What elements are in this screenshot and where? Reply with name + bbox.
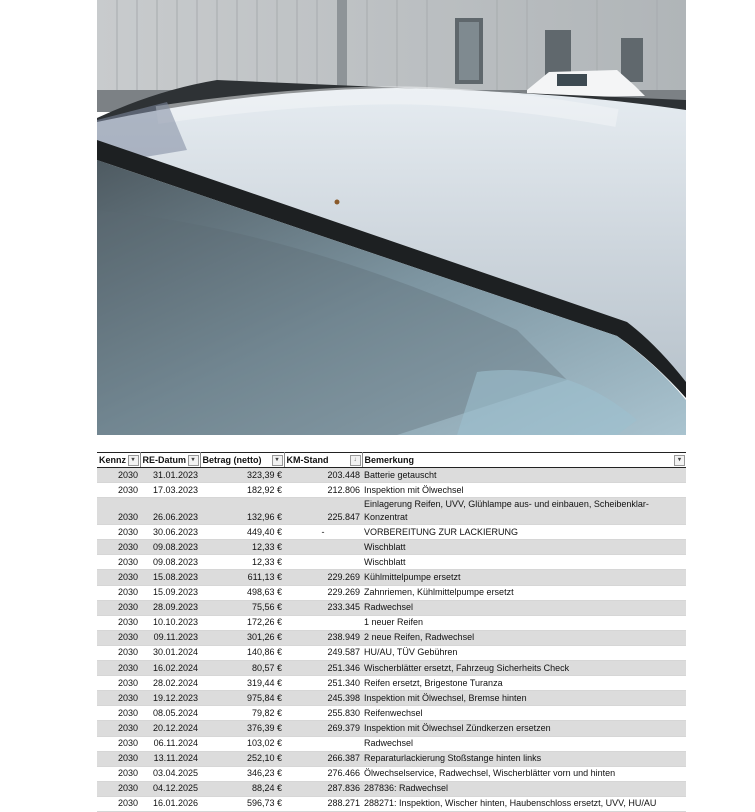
cell-km-stand[interactable]: 245.398 xyxy=(284,691,362,706)
table-row xyxy=(97,630,686,645)
cell-re-datum[interactable]: 20.12.2024 xyxy=(140,721,200,736)
cell-re-datum[interactable]: 04.12.2025 xyxy=(140,781,200,796)
cell-re-datum[interactable]: 28.09.2023 xyxy=(140,600,200,615)
cell-kennzeichen[interactable]: 2030 xyxy=(97,691,140,706)
cell-kennzeichen[interactable]: 2030 xyxy=(97,736,140,751)
cell-betrag[interactable]: 182,92 € xyxy=(200,483,284,498)
table-row xyxy=(97,540,686,555)
table-row xyxy=(97,483,686,498)
cell-km-stand[interactable]: 276.466 xyxy=(284,766,362,781)
cell-re-datum[interactable]: 15.08.2023 xyxy=(140,570,200,585)
cell-kennzeichen[interactable]: 2030 xyxy=(97,585,140,600)
cell-re-datum[interactable]: 09.08.2023 xyxy=(140,555,200,570)
car-roof-photo xyxy=(97,0,686,435)
cell-betrag[interactable]: 140,86 € xyxy=(200,645,284,660)
cell-kennzeichen[interactable]: 2030 xyxy=(97,751,140,766)
cell-kennzeichen[interactable]: 2030 xyxy=(97,721,140,736)
table-row xyxy=(97,781,686,796)
cell-kennzeichen[interactable]: 2030 xyxy=(97,661,140,676)
cell-bemerkung[interactable]: Wischblatt xyxy=(362,540,686,555)
cell-bemerkung[interactable]: 287836: Radwechsel xyxy=(362,781,686,796)
cell-betrag[interactable]: 75,56 € xyxy=(200,600,284,615)
cell-re-datum[interactable]: 28.02.2024 xyxy=(140,676,200,691)
cell-kennzeichen[interactable]: 2030 xyxy=(97,555,140,570)
cell-kennzeichen[interactable]: 2030 xyxy=(97,676,140,691)
cell-bemerkung[interactable]: Kühlmittelpumpe ersetzt xyxy=(362,570,686,585)
table-row xyxy=(97,706,686,721)
cell-km-stand[interactable]: 251.346 xyxy=(284,661,362,676)
cell-bemerkung[interactable]: VORBEREITUNG ZUR LACKIERUNG xyxy=(362,525,686,540)
cell-kennzeichen[interactable]: 2030 xyxy=(97,570,140,585)
cell-km-stand[interactable]: 269.379 xyxy=(284,721,362,736)
cell-bemerkung[interactable]: Inspektion mit Ölwechsel Zündkerzen ersetzen xyxy=(362,721,686,736)
table-row xyxy=(97,661,686,676)
header-re-datum: RE-Datum ▾ xyxy=(140,453,200,468)
cell-kennzeichen[interactable]: 2030 xyxy=(97,540,140,555)
cell-kennzeichen[interactable]: 2030 xyxy=(97,796,140,811)
table-header-row xyxy=(97,453,686,468)
cell-betrag[interactable]: 88,24 € xyxy=(200,781,284,796)
cell-km-stand[interactable]: 203.448 xyxy=(284,468,362,483)
cell-km-stand[interactable] xyxy=(284,736,362,751)
cell-re-datum[interactable]: 06.11.2024 xyxy=(140,736,200,751)
table-row xyxy=(97,525,686,540)
cell-re-datum[interactable]: 16.01.2026 xyxy=(140,796,200,811)
table-row xyxy=(97,468,686,483)
cell-re-datum[interactable]: 17.03.2023 xyxy=(140,483,200,498)
cell-bemerkung[interactable]: 1 neuer Reifen xyxy=(362,615,686,630)
cell-km-stand[interactable]: 255.830 xyxy=(284,706,362,721)
cell-betrag[interactable]: 449,40 € xyxy=(200,525,284,540)
cell-re-datum[interactable]: 19.12.2023 xyxy=(140,691,200,706)
cell-betrag[interactable]: 376,39 € xyxy=(200,721,284,736)
cell-km-stand[interactable]: 266.387 xyxy=(284,751,362,766)
header-betrag: Betrag (netto) ▾ xyxy=(200,453,284,468)
table-row xyxy=(97,570,686,585)
header-kennzeichen: Kennz ▾ xyxy=(97,453,140,468)
cell-km-stand[interactable] xyxy=(284,615,362,630)
cell-kennzeichen[interactable]: 2030 xyxy=(97,630,140,645)
cell-re-datum[interactable]: 08.05.2024 xyxy=(140,706,200,721)
cell-betrag[interactable]: 498,63 € xyxy=(200,585,284,600)
cell-km-stand[interactable]: 287.836 xyxy=(284,781,362,796)
cell-bemerkung[interactable]: Reifenwechsel xyxy=(362,706,686,721)
cell-bemerkung[interactable]: Batterie getauscht xyxy=(362,468,686,483)
cell-kennzeichen[interactable]: 2030 xyxy=(97,781,140,796)
cell-kennzeichen[interactable]: 2030 xyxy=(97,706,140,721)
cell-km-stand[interactable]: 251.340 xyxy=(284,676,362,691)
cell-km-stand[interactable]: 225.847 xyxy=(284,498,362,525)
cell-betrag[interactable]: 323,39 € xyxy=(200,468,284,483)
cell-re-datum[interactable]: 10.10.2023 xyxy=(140,615,200,630)
cell-re-datum[interactable]: 09.11.2023 xyxy=(140,630,200,645)
table-row xyxy=(97,645,686,660)
header-km-stand: KM-Stand ↓ xyxy=(284,453,362,468)
cell-bemerkung[interactable]: Reparaturlackierung Stoßstange hinten links xyxy=(362,751,686,766)
table-row xyxy=(97,676,686,691)
cell-kennzeichen[interactable]: 2030 xyxy=(97,600,140,615)
cell-re-datum[interactable]: 26.06.2023 xyxy=(140,498,200,525)
cell-kennzeichen[interactable]: 2030 xyxy=(97,525,140,540)
cell-re-datum[interactable]: 03.04.2025 xyxy=(140,766,200,781)
cell-bemerkung[interactable]: Inspektion mit Ölwechsel, Bremse hinten xyxy=(362,691,686,706)
cell-bemerkung[interactable]: Einlagerung Reifen, UVV, Glühlampe aus- und einbauen, Scheibenklar-Konzentrat xyxy=(362,498,686,525)
cell-kennzeichen[interactable]: 2030 xyxy=(97,615,140,630)
cell-kennzeichen[interactable]: 2030 xyxy=(97,766,140,781)
dropdown-arrow-icon[interactable]: ▾ xyxy=(272,455,283,466)
cell-re-datum[interactable]: 09.08.2023 xyxy=(140,540,200,555)
cell-re-datum[interactable]: 13.11.2024 xyxy=(140,751,200,766)
cell-bemerkung[interactable]: HU/AU, TÜV Gebühren xyxy=(362,645,686,660)
cell-betrag[interactable]: 975,84 € xyxy=(200,691,284,706)
table-row xyxy=(97,721,686,736)
cell-betrag[interactable]: 252,10 € xyxy=(200,751,284,766)
cell-bemerkung[interactable]: 2 neue Reifen, Radwechsel xyxy=(362,630,686,645)
filter-dropdown-icon[interactable]: ▾ xyxy=(128,455,139,466)
cell-bemerkung[interactable]: Inspektion mit Ölwechsel xyxy=(362,483,686,498)
sort-dropdown-icon[interactable]: ↓ xyxy=(350,455,361,466)
car-roof-photo-image xyxy=(97,0,686,435)
cell-kennzeichen[interactable]: 2030 xyxy=(97,483,140,498)
table-row xyxy=(97,691,686,706)
cell-km-stand[interactable]: 288.271 xyxy=(284,796,362,811)
cell-bemerkung[interactable]: Reifen ersetzt, Brigestone Turanza xyxy=(362,676,686,691)
cell-betrag[interactable]: 12,33 € xyxy=(200,555,284,570)
cell-re-datum[interactable]: 15.09.2023 xyxy=(140,585,200,600)
cell-bemerkung[interactable]: Ölwechselservice, Radwechsel, Wischerblätter vorn und hinten xyxy=(362,766,686,781)
cell-betrag[interactable]: 12,33 € xyxy=(200,540,284,555)
service-history-table xyxy=(97,452,686,812)
cell-km-stand[interactable]: 212.806 xyxy=(284,483,362,498)
cell-re-datum[interactable]: 31.01.2023 xyxy=(140,468,200,483)
cell-km-stand[interactable]: 229.269 xyxy=(284,585,362,600)
header-bemerkung: Bemerkung ▾ xyxy=(362,453,686,468)
cell-bemerkung[interactable]: 288271: Inspektion, Wischer hinten, Haubenschloss ersetzt, UVV, HU/AU xyxy=(362,796,686,811)
cell-betrag[interactable]: 132,96 € xyxy=(200,498,284,525)
service-history-sheet xyxy=(97,452,686,812)
cell-kennzeichen[interactable]: 2030 xyxy=(97,645,140,660)
table-row xyxy=(97,615,686,630)
cell-re-datum[interactable]: 30.06.2023 xyxy=(140,525,200,540)
table-row xyxy=(97,585,686,600)
cell-betrag[interactable]: 80,57 € xyxy=(200,661,284,676)
cell-kennzeichen[interactable]: 2030 xyxy=(97,468,140,483)
table-row xyxy=(97,736,686,751)
cell-betrag[interactable]: 611,13 € xyxy=(200,570,284,585)
filter-dropdown-icon[interactable]: ▾ xyxy=(188,455,199,466)
cell-km-stand[interactable] xyxy=(284,540,362,555)
cell-betrag[interactable]: 596,73 € xyxy=(200,796,284,811)
cell-bemerkung[interactable]: Zahnriemen, Kühlmittelpumpe ersetzt xyxy=(362,585,686,600)
table-row xyxy=(97,600,686,615)
cell-km-stand[interactable]: 229.269 xyxy=(284,570,362,585)
cell-km-stand[interactable]: 238.949 xyxy=(284,630,362,645)
cell-betrag[interactable]: 319,44 € xyxy=(200,676,284,691)
cell-bemerkung[interactable]: Radwechsel xyxy=(362,736,686,751)
cell-re-datum[interactable]: 30.01.2024 xyxy=(140,645,200,660)
cell-km-stand[interactable]: - xyxy=(284,525,362,540)
table-row xyxy=(97,498,686,525)
table-row xyxy=(97,766,686,781)
cell-kennzeichen[interactable]: 2030 xyxy=(97,498,140,525)
cell-betrag[interactable]: 172,26 € xyxy=(200,615,284,630)
table-row xyxy=(97,796,686,811)
cell-re-datum[interactable]: 16.02.2024 xyxy=(140,661,200,676)
cell-bemerkung[interactable]: Wischblatt xyxy=(362,555,686,570)
cell-betrag[interactable]: 346,23 € xyxy=(200,766,284,781)
cell-km-stand[interactable] xyxy=(284,555,362,570)
table-row xyxy=(97,751,686,766)
cell-betrag[interactable]: 301,26 € xyxy=(200,630,284,645)
cell-betrag[interactable]: 79,82 € xyxy=(200,706,284,721)
cell-km-stand[interactable]: 249.587 xyxy=(284,645,362,660)
cell-km-stand[interactable]: 233.345 xyxy=(284,600,362,615)
cell-bemerkung[interactable]: Wischerblätter ersetzt, Fahrzeug Sicherheits Check xyxy=(362,661,686,676)
cell-betrag[interactable]: 103,02 € xyxy=(200,736,284,751)
table-row xyxy=(97,555,686,570)
dropdown-arrow-icon[interactable]: ▾ xyxy=(674,455,685,466)
cell-bemerkung[interactable]: Radwechsel xyxy=(362,600,686,615)
